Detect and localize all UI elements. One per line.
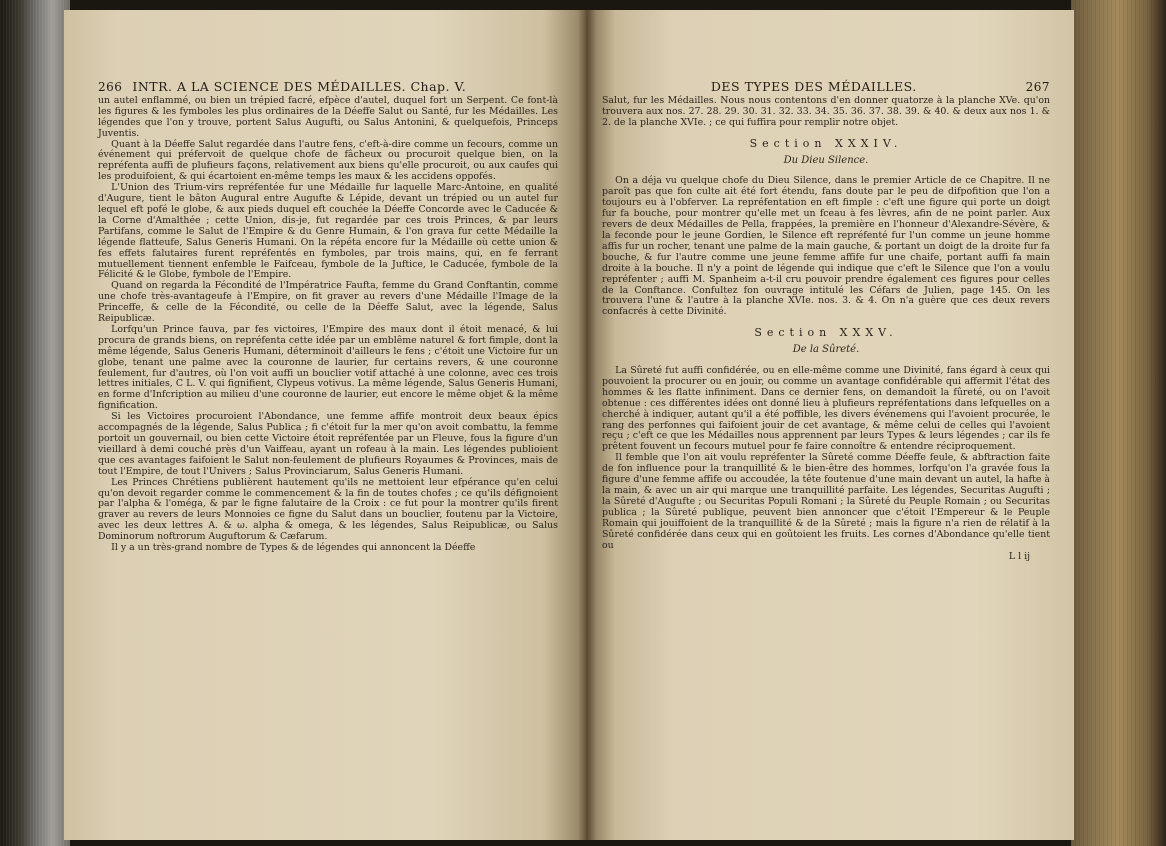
section-heading: Section XXXV. xyxy=(754,326,898,340)
paragraph: Quand on regarda la Fécondité de l'Impératrice Faufta, femme du Grand Conftantin, comme une chofe très-avantageufe à l'Empire, on fit graver au revers d'une Médaille l'Image de la Princeffe, & celle de la Fécondité, ou celle de la Déeffe Salut, avec la légende, Salus Reipublicæ. xyxy=(98,280,558,325)
paragraph: Salut, fur les Médailles. Nous nous contentons d'en donner quatorze à la planche XVe. qu'on trouvera aux nos. 27. 28. 29. 30. 31. 32. 33. 34. 35. 36. 37. 38. 39. & 40. & deux aux nos 1. & 2. de la planche XVIe. ; ce qui fuffira pour remplir notre objet. xyxy=(602,94,1050,128)
paragraph: On a déja vu quelque chofe du Dieu Silence, dans le premier Article de ce Chapitre. Il ne paroît pas que fon culte ait été fort étendu, fans doute par le peu de difpofition que l'on a toujours eu à l'obferver. La repréfentation en eft fimple : c'eft une figure qui porte un doigt fur fa bouche, pour montrer qu'elle met un fceau à fes lèvres, afin de ne point parler. Aux revers de deux Médailles de Pella, frappées, la première en l'honneur d'Alexandre-Sévère, & la feconde pour le jeune Gordien, le Silence eft repréfenté fur l'un comme un jeune homme affis fur un rocher, tenant une palme de la main gauche, & portant un doigt de la droite fur fa bouche, & fur l'autre comme une jeune femme affife fur une chaife, portant auffi fa main droite à la bouche. Il n'y a point de légende qui indique que c'eft le Silence que l'on a voulu repréfenter ; auffi M. Spanheim a-t-il cru pouvoir prendre également ces figures pour celles de la Conftance. Confultez fon ouvrage intitulé les Céfars de Julien, page 145. On les trouvera l'une & l'autre à la planche XVIe. nos. 3. & 4. On n'a guère que ces deux revers confacrés à cette Divinité. xyxy=(602,175,1050,318)
signature-mark: L l ij xyxy=(1008,551,1030,563)
right-page-text xyxy=(602,79,1050,563)
left-head-title: INTR. A LA SCIENCE DES MÉDAILLES. Chap. V. xyxy=(132,79,467,94)
right-page-number: 267 xyxy=(1025,80,1050,94)
left-page-text xyxy=(98,79,558,554)
right-head-title: DES TYPES DES MÉDAILLES. xyxy=(710,79,917,94)
paragraph: La Sûreté fut auffi confidérée, ou en elle-même comme une Divinité, fans égard à ceux qui pouvoient la procurer ou en jouir, ou comme un avantage confidérable qui affermit l'état des hommes & les flatte infiniment. Dans ce dernier fens, on demandoit la fûreté, ou on l'avoit obtenue : ces différentes idées ont donné lieu à plufieurs repréfentations dans lefquelles on a cherché à indiquer, autant qu'il a été poffible, les divers événemens qui l'avoient procurée, le rang des perfonnes qui faifoient jouir de cet avantage, & même celui de celles qui l'avoient reçu ; c'eft ce que les Médailles nous apprennent par leurs Types & leurs légendes ; car ils fe prêtent fouvent un fecours mutuel pour fe faire connoître & entendre réciproquement. xyxy=(602,365,1050,453)
paragraph: L'Union des Trium-virs repréfentée fur une Médaille fur laquelle Marc-Antoine, en qualité d'Augure, tient le bâton Augural entre Augufte & Lépide, devant un trépied ou un autel fur lequel eft pofé le globe, & aux pieds duquel eft couchée la Déeffe Concorde avec le Caducée & la Corne d'Amalthée ; cette Union, dis-je, fut regardée par ces trois Princes, & par leurs Partifans, comme le Salut de l'Empire & du Genre Humain, & l'on grava fur cette Médaille la légende flatteufe, Salus Generis Humani. On la répéta encore fur la Médaille où cette union & fes effets falutaires furent repréfentés en fymboles, par trois mains, qui, en fe ferrant mutuellement tiennent enfemble le Faifceau, fymbole de la Juftice, le Caducée, fymbole de la Félicité & le Globe, fymbole de l'Empire. xyxy=(98,182,558,281)
section-heading: Section XXXIV. xyxy=(749,136,903,150)
section-subtitle: Du Dieu Silence. xyxy=(783,154,869,166)
paragraph: Les Princes Chrétiens publièrent hautement qu'ils ne mettoient leur efpérance qu'en celui qu'on devoit regarder comme le commencement & la fin de toutes chofes ; ce qu'ils défignoient par l'alpha & l'oméga, & par le figne falutaire de la Croix : ce fut pour la montrer qu'ils firent graver au revers de leurs Monnoies ce figne du Salut dans un bouclier, foutenu par la Victoire, avec les deux lettres A. & ω. alpha & omega, & les légendes, Salus Reipublicæ, ou Salus Dominorum noftrorum Auguftorum & Cæfarum. xyxy=(98,476,558,543)
right-running-head xyxy=(602,79,1050,94)
paragraph: Il y a un très-grand nombre de Types & de légendes qui annoncent la Déeffe xyxy=(111,542,476,554)
page-edges-right xyxy=(1071,0,1166,846)
left-page-number: 266 xyxy=(98,80,123,94)
left-page xyxy=(64,10,586,840)
paragraph: un autel enflammé, ou bien un trépied facré, efpèce d'autel, duquel fort un Serpent. Ce font-là les figures & les fymboles les plus ordinaires de la Déeffe Salut ou Santé, fur les Médailles. Les légendes que l'on y trouve, portent Salus Augufti, ou Salus Antonini, & quelquefois, Princeps Juventis. xyxy=(98,94,558,139)
right-page xyxy=(586,10,1074,840)
paragraph: Si les Victoires procuroient l'Abondance, une femme affife montroit deux beaux épics accompagnés de la légende, Salus Publica ; fi c'étoit fur la mer qu'on avoit combattu, la femme portoit un gouvernail, ou bien cette Victoire étoit repréfentée par un Fleuve, fous la figure d'un vieillard à demi couché près d'un Vaiffeau, ayant un rofeau à la main. Les légendes publioient que ces avantages faifoient le Salut non-feulement de plufieurs Royaumes & Provinces, mais de tout l'Empire, de tout l'Univers ; Salus Provinciarum, Salus Generis Humani. xyxy=(98,411,558,477)
paragraph: Il femble que l'on ait voulu repréfenter la Sûreté comme Déeffe feule, & abftraction faite de fon influence pour la tranquillité & le bien-être des hommes, lorfqu'on l'a gravée fous la figure d'une femme affife ou accoudée, la tête foutenue d'une main devant un autel, la hafte à la main, & avec un air qui marque une tranquillité parfaite. Les légendes, Securitas Augufti ; la Sûreté d'Augufte ; ou Securitas Populi Romani ; la Sûreté du Peuple Romain ; ou Securitas publica ; la Sûreté publique, peuvent bien annoncer que c'étoit l'Empereur & le Peuple Romain qui jouiffoient de la tranquillité & de la Sûreté ; mais la figure n'a rien de rélatif à la Sûreté confidérée dans ceux qui en goûtoient les fruits. Les cornes d'Abondance qu'elle tient ou xyxy=(602,452,1050,551)
section-subtitle: De la Sûreté. xyxy=(792,344,860,356)
page-edges-left xyxy=(0,0,70,846)
paragraph: Quant à la Déeffe Salut regardée dans l'autre fens, c'eft-à-dire comme un fecours, comme un événement qui préfervoit de quelque chofe de fâcheux ou procuroit quelque bien, on la repréfenta auffi de plufieurs façons, relativement aux biens qu'elle procuroit, ou aux caufes qui les produifoient, & qui écartoient en-même temps les maux & les accidens oppofés. xyxy=(98,138,558,183)
left-running-head xyxy=(98,79,558,94)
paragraph: Lorfqu'un Prince fauva, par fes victoires, l'Empire des maux dont il étoit menacé, & lui procura de grands biens, on repréfenta cette idée par un emblême naturel & fort fimple, dont la même légende, Salus Generis Humani, déterminoit d'ailleurs le fens ; c'étoit une Victoire fur un globe, tenant une palme avec la couronne de laurier, fur certains revers, & une couronne feulement, fur d'autres, où l'on voit auffi un bouclier votif attaché à une colonne, avec ces trois lettres initiales, C L. V. qui fignifient, Clypeus votivus. La même légende, Salus Generis Humani, en forme d'Infcription au milieu d'une couronne de laurier, eut encore le même objet & la même fignification. xyxy=(98,323,558,412)
book-gutter xyxy=(578,10,596,840)
